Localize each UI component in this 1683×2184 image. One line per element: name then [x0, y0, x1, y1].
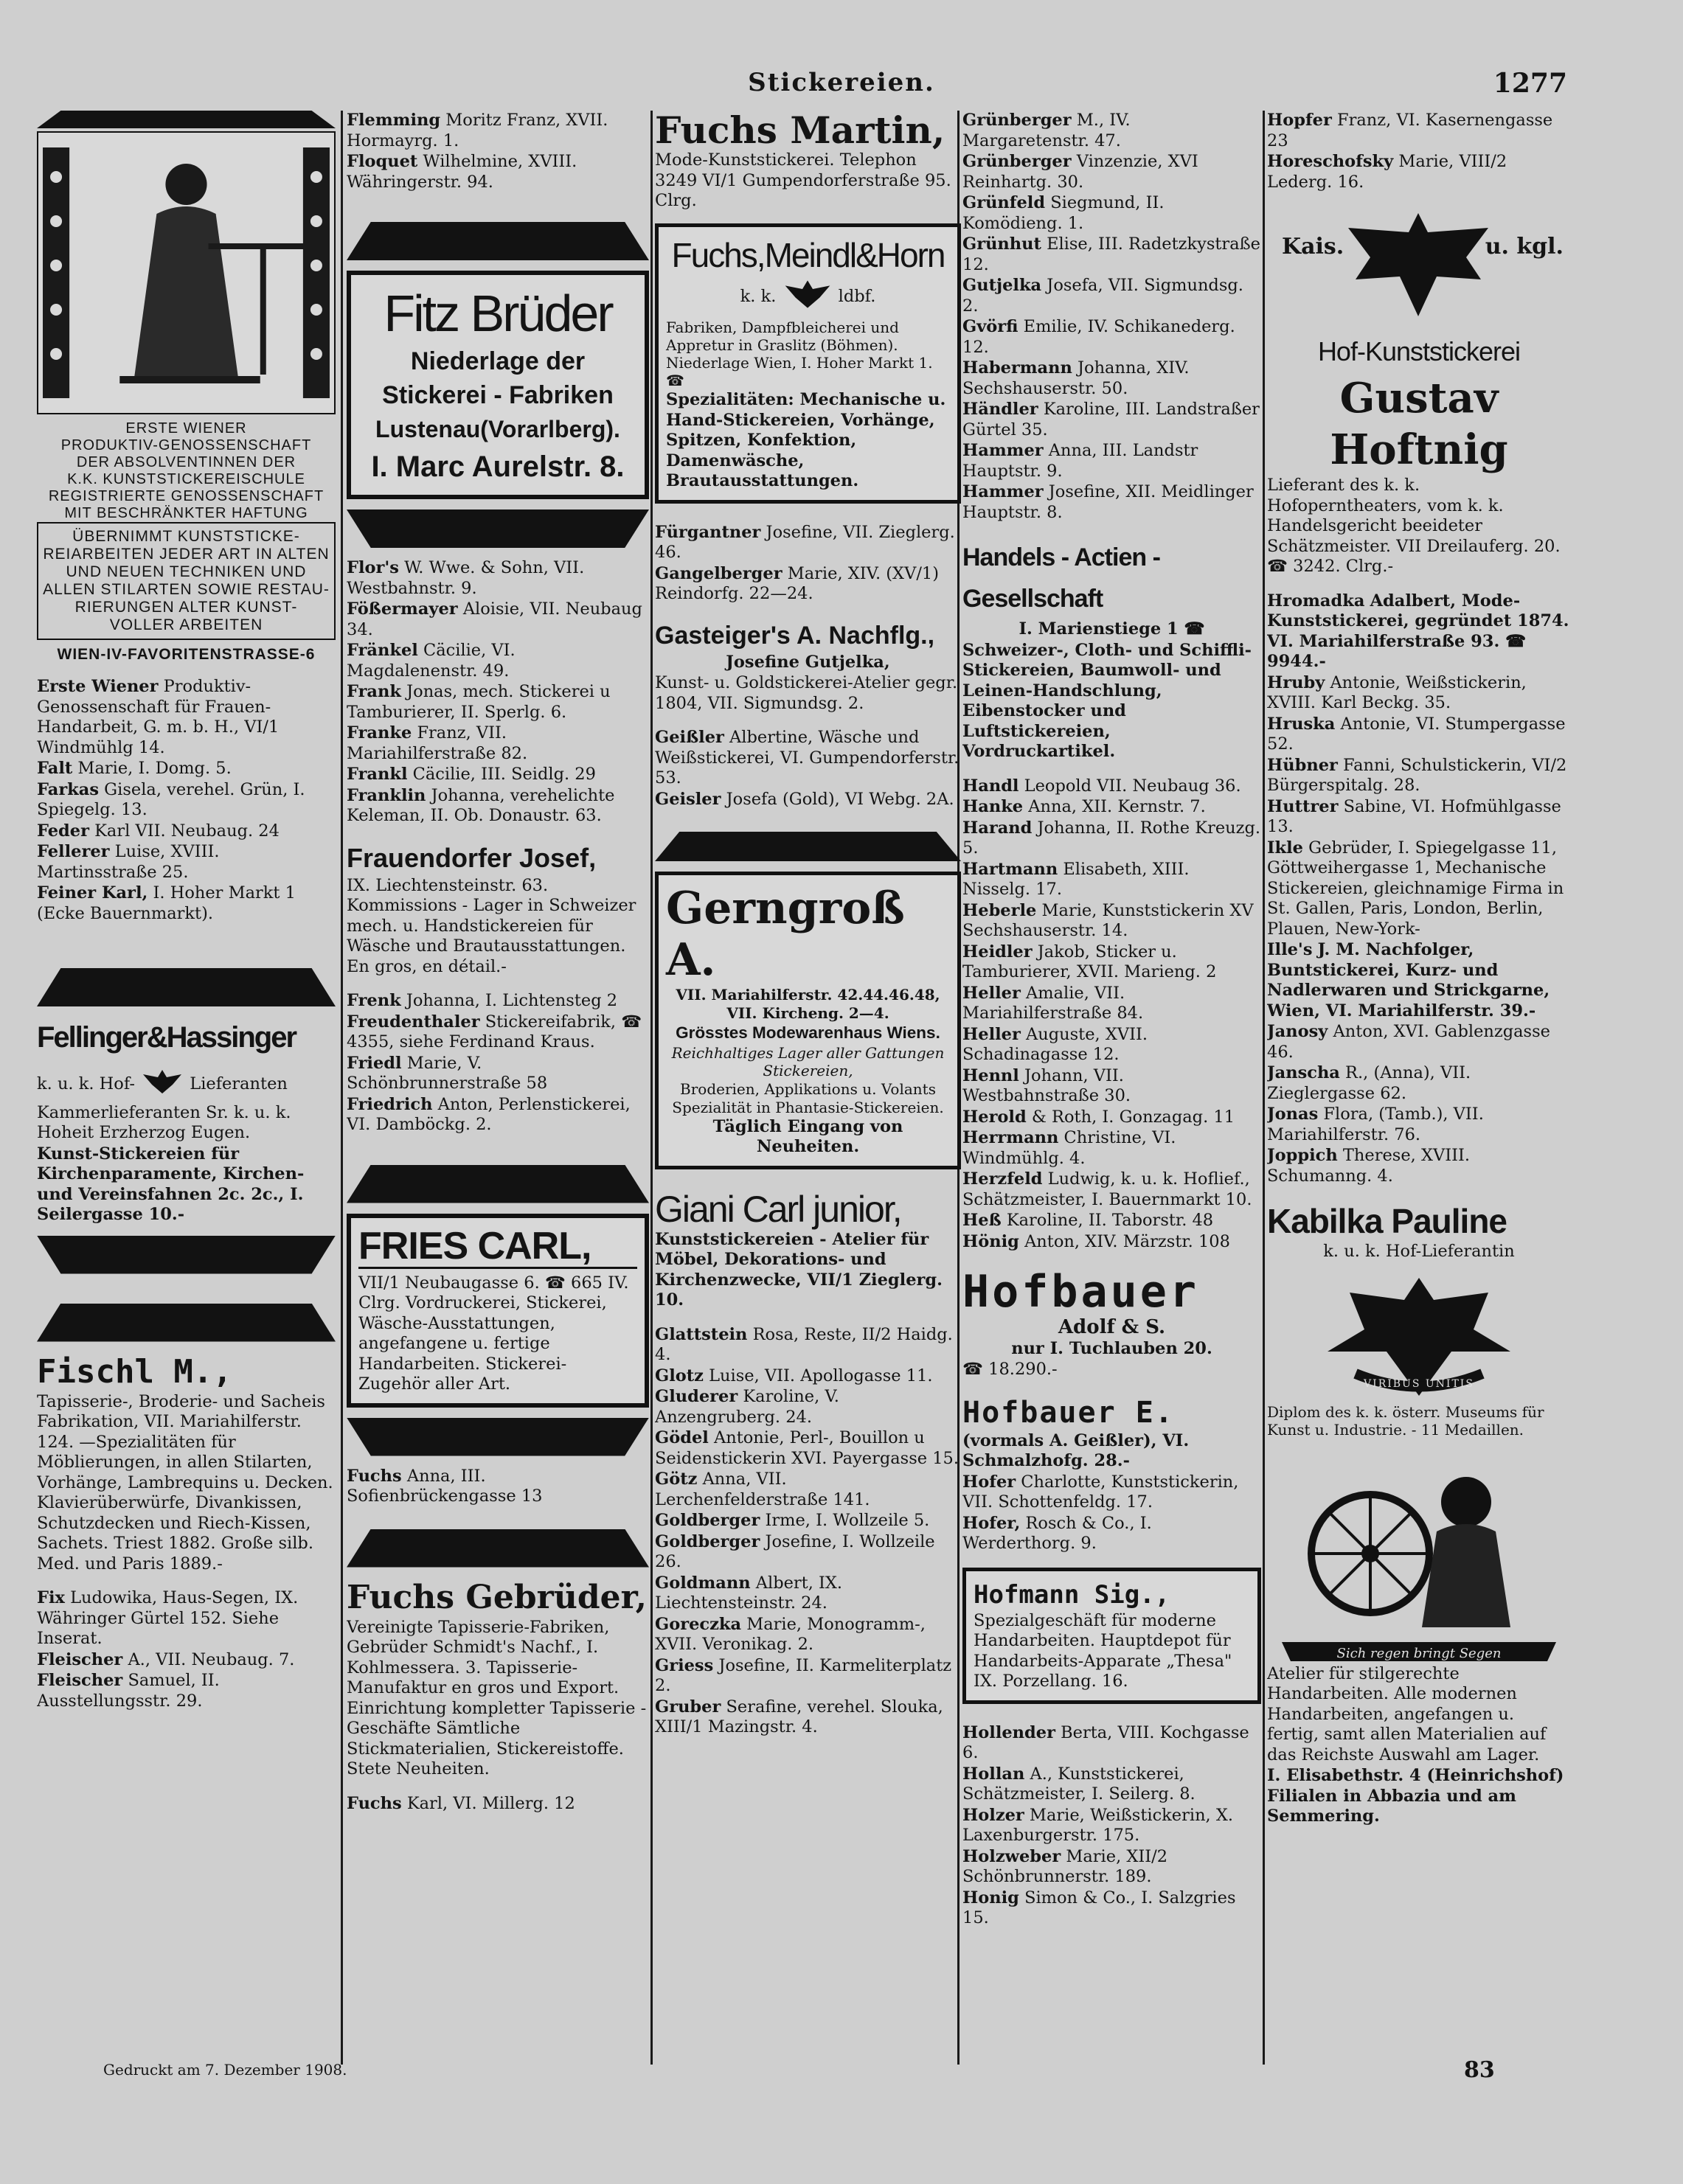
ad-line: I. Marc Aurelstr. 8.	[371, 451, 625, 483]
ad-text: IX. Liechtensteinstr. 63. Kommissions - Lager in Schweizer mech. u. Handstickereien für Wäsche und Brautausstattungen. En gros, en détail.-	[347, 875, 636, 976]
ad-name: Hofbauer	[962, 1266, 1199, 1318]
list-item: Heller Amalie, VII. Mariahilferstraße 84.	[962, 983, 1144, 1023]
column-divider	[341, 111, 343, 2065]
ad-line: Grösstes Modewarenhaus Wiens.	[676, 1023, 940, 1042]
list-item: Huttrer Sabine, VI. Hofmühlgasse 13.	[1267, 796, 1561, 836]
list-item: Habermann Johanna, XIV. Sechshauserstr. 50.	[962, 358, 1190, 398]
ad-gerngross	[655, 872, 961, 1169]
coat-of-arms	[1267, 1263, 1571, 1403]
embroiderer-illustration	[37, 131, 336, 414]
ad-bar	[37, 1236, 336, 1274]
list-item: Geisler Josefa (Gold), VI Webg. 2A.	[655, 789, 954, 809]
ad-text: Tapisserie-, Broderie- und Sacheis Fabrikation, VII. Mariahilferstr. 124. —Spezialitäten für Möblierungen, in allen Stilarten, Vorhänge, Lambrequins u. Decken. Klavierüberwürfe, Divankissen, Schutzdecken und Riech-Kissen, Sachets. Triest 1882. Große silb. Med. und Paris 1889.-	[37, 1391, 333, 1573]
ad-name: Frauendorfer Josef,	[347, 842, 597, 873]
list-item: Friedl Marie, V. Schönbrunnerstraße 58	[347, 1053, 548, 1093]
imperial-crest-icon	[782, 276, 833, 319]
list-item: Hruby Antonie, Weißstickerin, XVIII. Karl Beckg. 35.	[1267, 672, 1527, 712]
list-item: Hammer Josefine, XII. Meidlinger Hauptstr. 8.	[962, 482, 1254, 522]
ad-hofmann	[962, 1568, 1261, 1704]
column-divider	[650, 111, 653, 2065]
list-item: Frank Jonas, mech. Stickerei u Tamburierer, II. Sperlg. 6.	[347, 682, 611, 722]
ad-text: Schweizer-, Cloth- und Schiffli-Stickereien, Baumwoll- und Leinen-Handschlung, Eibenstocker und Luftstickereien, Vordruckartikel.	[962, 640, 1252, 761]
list-item: Hopfer Franz, VI. Kasernengasse 23	[1267, 111, 1553, 150]
list-item: Heller Auguste, XVII. Schadinagasse 12.	[962, 1024, 1148, 1064]
list-item: Gutjelka Josefa, VII. Sigmundsg. 2.	[962, 276, 1243, 316]
list-item: Hammer Anna, III. Landstr Hauptstr. 9.	[962, 441, 1198, 481]
column-3	[655, 111, 961, 2109]
sheet-number: 83	[1464, 2057, 1495, 2083]
ad-line: Kais.	[1282, 234, 1344, 260]
ad-line: Kunst-Stickereien für Kirchenparamente, Kirchen- und Vereinsfahnen 2c. 2c., I. Seilergasse 10.-	[37, 1144, 305, 1224]
list-item: Hollender Berta, VIII. Kochgasse 6.	[962, 1722, 1249, 1762]
ad-name: Fitz Brüder	[384, 285, 612, 342]
ad-text: Atelier für stilgerechte Handarbeiten. Alle modernen Handarbeiten, angefangen u. fertig, samt allen Materialien auf das Reichste Auswahl am Lager.	[1267, 1663, 1547, 1764]
list-item: Flor's W. Wwe. & Sohn, VII. Westbahnstr. 9.	[347, 558, 585, 598]
list-item: Friedrich Anton, Perlenstickerei, VI. Damböckg. 2.	[347, 1094, 631, 1134]
ad-motto: VIRIBUS UNITIS	[1364, 1377, 1474, 1390]
ad-fries-carl	[347, 1214, 649, 1408]
list-item: Janscha R., (Anna), VII. Zieglergasse 62.	[1267, 1063, 1471, 1103]
ad-bar	[347, 510, 649, 548]
list-item: Gluderer Karoline, V. Anzengruberg. 24.	[655, 1387, 839, 1427]
list-item: Feder Karl VII. Neubaug. 24	[37, 821, 280, 841]
ad-sub: Adolf & S.	[1058, 1316, 1166, 1338]
list-item: Holzweber Marie, XII/2 Schönbrunnerstr. 189.	[962, 1846, 1168, 1886]
print-date: Gedruckt am 7. Dezember 1908.	[103, 2061, 347, 2079]
list-item: Fix Ludowika, Haus-Segen, IX. Währinger Gürtel 152. Siehe Inserat.	[37, 1588, 299, 1648]
ad-bar	[347, 1165, 649, 1203]
ad-line: Spezialität in Phantasie-Stickereien.	[672, 1098, 944, 1116]
ad-text: Fabriken, Dampfbleicherei und Appretur in Graslitz (Böhmen). Niederlage Wien, I. Hoher Markt 1. ☎	[666, 319, 933, 389]
ad-name: Hofbauer E.	[962, 1395, 1174, 1430]
ad-address: WIEN-IV-FAVORITENSTRASSE-6	[57, 646, 316, 663]
ad-line: VII. Mariahilferstr. 42.44.46.48,	[676, 986, 940, 1004]
ad-line: Kammerlieferanten Sr. k. u. k. Hoheit Erzherzog Eugen.	[37, 1102, 291, 1142]
ad-line: DER ABSOLVENTINNEN DER	[76, 454, 296, 470]
column-4	[962, 111, 1261, 2109]
list-item: Hromadka Adalbert, Mode-Kunststickerei, gegründet 1874. VI. Mariahilferstraße 93. ☎ 9944.-	[1267, 591, 1569, 671]
ad-address: I. Elisabethstr. 4 (Heinrichshof) Filialen in Abbazia und am Semmering.	[1267, 1766, 1564, 1826]
list-item: Frenk Johanna, I. Lichtensteg 2	[347, 991, 618, 1010]
ad-line: Täglich Eingang von Neuheiten.	[712, 1116, 903, 1156]
ad-text: Kunst- u. Goldstickerei-Atelier gegr. 1804, VII. Sigmundsg. 2.	[655, 673, 958, 713]
ad-name: Fuchs,Meindl&Horn	[671, 235, 945, 274]
list-item: Grünberger M., IV. Margaretenstr. 47.	[962, 111, 1131, 150]
ad-name: Fuchs Gebrüder,	[347, 1578, 647, 1616]
list-item: Herrmann Christine, VI. Windmühlg. 4.	[962, 1128, 1176, 1168]
ad-bar	[655, 832, 961, 861]
list-item: Holzer Marie, Weißstickerin, X. Laxenburgerstr. 175.	[962, 1805, 1234, 1845]
ad-bar	[37, 968, 336, 1006]
ad-text: VII/1 Neubaugasse 6. ☎ 665 IV. Clrg. Vordruckerei, Stickerei, Wäsche-Ausstattungen, angefangene u. fertige Handarbeiten. Stickerei-Zugehör aller Art.	[358, 1267, 637, 1395]
ad-services-box: ÜBERNIMMT KUNSTSTICKE-REIARBEITEN JEDER ART IN ALTEN UND NEUEN TECHNIKEN UND ALLEN STILARTEN SOWIE RESTAU-RIERUNGEN ALTER KUNST-VOLLER ARBEITEN	[37, 522, 336, 640]
list-item: Hofer Charlotte, Kunststickerin, VII. Schottenfeldg. 17.	[962, 1472, 1239, 1512]
ad-fitz-brueder	[347, 271, 649, 499]
list-item: Heidler Jakob, Sticker u. Tamburierer, XVII. Marieng. 2	[962, 942, 1217, 981]
list-item: Herzfeld Ludwig, k. u. k. Hoflief., Schätzmeister, I. Bauernmarkt 10.	[962, 1169, 1252, 1209]
ad-line: Stickerei - Fabriken	[382, 381, 614, 409]
ad-bar	[347, 222, 649, 260]
ad-line: k. k. ldbf.	[666, 276, 950, 319]
list-item: Fleischer A., VII. Neubaug. 7.	[37, 1649, 295, 1669]
list-item: Glattstein Rosa, Reste, II/2 Haidg. 4.	[655, 1324, 953, 1364]
list-item: Flemming Moritz Franz, XVII. Hormayrg. 1.	[347, 111, 608, 150]
list-item: Heß Karoline, II. Taborstr. 48	[962, 1211, 1214, 1230]
list-item: Fößermayer Aloisie, VII. Neubaug 34.	[347, 599, 642, 639]
ad-name: Fellinger&Hassinger	[37, 1021, 296, 1054]
list-item: Janosy Anton, XVI. Gablenzgasse 46.	[1267, 1022, 1550, 1062]
double-eagle-icon	[1341, 206, 1496, 327]
ad-name: Kabilka Pauline	[1267, 1202, 1507, 1240]
ad-name: Gerngroß A.	[666, 883, 905, 986]
ad-text: Spezialgeschäft für moderne Handarbeiten. Hauptdepot für Handarbeits-Apparate „Thesa" IX. Porzellang. 16.	[974, 1610, 1232, 1691]
list-item: Ikle Gebrüder, I. Spiegelgasse 11, Göttweihergasse 1, Mechanische Stickereien, gleichnamige Firma in St. Gallen, Paris, London, Berlin, Plauen, New-York-	[1267, 838, 1564, 939]
list-item: Joppich Therese, XVIII. Schumanng. 4.	[1267, 1146, 1471, 1186]
ad-top-bar	[37, 111, 336, 128]
ad-bar	[347, 1418, 649, 1456]
list-item: Goldberger Irme, I. Wollzeile 5.	[655, 1511, 930, 1530]
ad-line: VII. Kircheng. 2—4.	[726, 1004, 889, 1022]
list-item: Harand Johanna, II. Rothe Kreuzg. 5.	[962, 818, 1261, 858]
page-title: Stickereien.	[748, 68, 935, 97]
ad-bar	[347, 1529, 649, 1568]
column-divider	[1263, 111, 1265, 2065]
ad-text: Mode-Kunststickerei. Telephon 3249 VI/1 Gumpendorferstraße 95. Clrg.	[655, 150, 951, 210]
list-item: Ille's J. M. Nachfolger, Buntstickerei, Kurz- und Nadlerwaren und Strickgarne, Wien, VI. Mariahilferstr. 39.-	[1267, 940, 1550, 1020]
list-item: Freudenthaler Stickereifabrik, ☎ 4355, siehe Ferdinand Kraus.	[347, 1012, 642, 1051]
ad-text: Lieferant des k. k. Hofoperntheaters, vom k. k. Handelsgericht beeideter Schätzmeister. VII Dreilauferg. 20. ☎ 3242. Clrg.-	[1267, 476, 1561, 576]
list-item: Glotz Luise, VII. Apollogasse 11.	[655, 1366, 933, 1385]
ad-line: Hof-Kunststickerei	[1317, 336, 1521, 366]
ad-text: Kunststickereien - Atelier für Möbel, Dekorations- und Kirchenzwecke, VII/1 Zieglerg. 10.	[655, 1229, 943, 1310]
list-item: Heberle Marie, Kunststickerin XV Sechshauserstr. 14.	[962, 900, 1254, 940]
ad-line: u. kgl.	[1485, 234, 1564, 260]
list-item: Feiner Karl, I. Hoher Markt 1 (Ecke Bauernmarkt).	[37, 883, 296, 923]
ad-line: REGISTRIERTE GENOSSENSCHAFT	[48, 488, 325, 504]
imperial-crest-icon	[140, 1067, 184, 1102]
list-item: Gödel Antonie, Perl-, Bouillon u Seidenstickerin XVI. Payergasse 15.	[655, 1428, 960, 1468]
column-5	[1267, 111, 1571, 2109]
ad-line: MIT BESCHRÄNKTER HAFTUNG	[64, 505, 308, 521]
list-item: Hanke Anna, XII. Kernstr. 7.	[962, 797, 1206, 816]
list-item: Hollan A., Kunststickerei, Schätzmeister, I. Seilerg. 8.	[962, 1764, 1196, 1804]
list-item: Grünberger Vinzenzie, XVI Reinhartg. 30.	[962, 152, 1198, 192]
ad-banner: Sich regen bringt Segen	[1336, 1645, 1502, 1661]
list-item: Fuchs Karl, VI. Millerg. 12	[347, 1793, 575, 1813]
list-item: Erste Wiener Produktiv-Genossenschaft für Frauen-Handarbeit, G. m. b. H., VI/1 Windmühlg 14.	[37, 677, 280, 757]
list-item: Fürgantner Josefine, VII. Zieglerg. 46.	[655, 522, 955, 562]
list-item: Handl Leopold VII. Neubaug 36.	[962, 776, 1241, 796]
ad-text: (vormals A. Geißler), VI. Schmalzhofg. 28.-	[962, 1430, 1190, 1470]
list-item: Fellerer Luise, XVIII. Martinsstraße 25.	[37, 842, 220, 882]
list-item: Honig Simon & Co., I. Salzgries 15.	[962, 1888, 1236, 1927]
list-item: Händler Karoline, III. Landstraßer Gürtel 35.	[962, 400, 1260, 439]
ad-line: nur I. Tuchlauben 20.	[1011, 1338, 1212, 1358]
list-item: Geißler Albertine, Wäsche und Weißstickerei, VI. Gumpendorferstr. 53.	[655, 728, 960, 787]
ad-text: Vereinigte Tapisserie-Fabriken, Gebrüder Schmidt's Nachf., I. Kohlmessera. 3. Tapisserie-Manufaktur en gros und Export. Einrichtung kompletter Tapisserie - Geschäfte Sämtliche Stickmaterialien, Stickereistoffe. Stete Neuheiten.	[347, 1617, 647, 1778]
list-item: Hruska Antonie, VI. Stumpergasse 52.	[1267, 714, 1566, 754]
list-item: Frankl Cäcilie, III. Seidlg. 29	[347, 765, 596, 784]
ad-line: Lustenau(Vorarlberg).	[375, 416, 620, 442]
list-item: Goldmann Albert, IX. Liechtensteinstr. 24.	[655, 1573, 843, 1613]
ad-line: K.K. KUNSTSTICKEREISCHULE	[67, 471, 305, 487]
ad-line: Broderien, Applikations u. Volants	[680, 1079, 936, 1098]
list-item: Floquet Wilhelmine, XVIII. Währingerstr. 94.	[347, 152, 577, 192]
list-item: Goldberger Josefine, I. Wollzeile 26.	[655, 1531, 935, 1571]
ad-bar	[37, 1304, 336, 1342]
ad-line: ☎ 18.290.-	[962, 1360, 1058, 1379]
ad-name: Fuchs Martin,	[655, 111, 945, 152]
list-item: Hennl Johann, VII. Westbahnstraße 30.	[962, 1065, 1131, 1105]
list-item: Farkas Gisela, verehel. Grün, I. Spiegelg. 13.	[37, 779, 305, 819]
list-item: Hartmann Elisabeth, XIII. Nisselg. 17.	[962, 859, 1190, 899]
ad-name: Giani Carl junior,	[655, 1188, 901, 1230]
list-item: Franklin Johanna, verehelichte Keleman, II. Ob. Donaustr. 63.	[347, 785, 615, 825]
ad-name: FRIES CARL,	[358, 1224, 591, 1267]
page-number: 1277	[1493, 68, 1567, 99]
ad-fuchs-meindl-horn	[655, 223, 961, 504]
list-item: Falt Marie, I. Domg. 5.	[37, 759, 232, 778]
ad-line: I. Marienstiege 1 ☎	[1019, 619, 1205, 639]
ad-line: Niederlage der	[410, 347, 586, 375]
list-item: Hofer, Rosch & Co., I. Werderthorg. 9.	[962, 1513, 1152, 1553]
list-item: Götz Anna, VII. Lerchenfelderstraße 141.	[655, 1470, 870, 1509]
list-item: Gruber Serafine, verehel. Slouka, XIII/1 Mazingstr. 4.	[655, 1697, 943, 1736]
list-item: Griess Josefine, II. Karmeliterplatz 2.	[655, 1655, 952, 1695]
list-item: Grünfeld Siegmund, II. Komödieng. 1.	[962, 193, 1165, 233]
list-item: Fränkel Cäcilie, VI. Magdalenenstr. 49.	[347, 641, 516, 681]
ad-line: PRODUKTIV-GENOSSENSCHAFT	[60, 437, 312, 453]
list-item: Gangelberger Marie, XIV. (XV/1) Reindorfg. 22—24.	[655, 563, 939, 603]
ad-name: Fischl M.,	[37, 1352, 232, 1391]
list-item: Hübner Fanni, Schulstickerin, VI/2 Bürgerspitalg. 28.	[1267, 755, 1567, 795]
spinning-wheel-illustration	[1267, 1443, 1571, 1664]
list-item: Gvörfi Emilie, IV. Schikanederg. 12.	[962, 317, 1235, 357]
list-item: Jonas Flora, (Tamb.), VII. Mariahilferstr. 76.	[1267, 1105, 1484, 1144]
list-item: Horeschofsky Marie, VIII/2 Lederg. 16.	[1267, 152, 1507, 192]
ad-line: Reichhaltiges Lager aller Gattungen Stickereien,	[671, 1043, 945, 1079]
list-item: Grünhut Elise, III. Radetzkystraße 12.	[962, 234, 1260, 274]
ad-name: Gustav Hoftnig	[1330, 374, 1508, 474]
ad-name: Hofmann Sig.,	[974, 1579, 1170, 1610]
spinning-wheel-icon	[1267, 1443, 1571, 1664]
ad-sub: k. u. k. Hof-Lieferantin	[1323, 1242, 1515, 1261]
list-item: Fuchs Anna, III. Sofienbrückengasse 13	[347, 1466, 543, 1506]
list-item: Hönig Anton, XIV. Märzstr. 108	[962, 1231, 1230, 1251]
ad-name: Handels - Actien - Gesellschaft	[962, 543, 1160, 613]
list-item: Herold & Roth, I. Gonzagag. 11	[962, 1107, 1235, 1127]
list-item: Goreczka Marie, Monogramm-, XVII. Veronikag. 2.	[655, 1614, 926, 1654]
ad-hoftnig-crest	[1267, 206, 1571, 331]
ad-text: Spezialitäten: Mechanische u. Hand-Stickereien, Vorhänge, Spitzen, Konfektion, Damenwäsche, Brautausstattungen.	[666, 390, 946, 490]
ad-line: ERSTE WIENER	[125, 420, 247, 437]
list-item: Franke Franz, VII. Mariahilferstraße 82.	[347, 723, 528, 763]
list-item: Fleischer Samuel, II. Ausstellungsstr. 29.	[37, 1671, 220, 1711]
column-1	[37, 111, 336, 2109]
ad-name: Gasteiger's A. Nachflg.,	[655, 621, 935, 650]
ad-line: k. u. k. Hof- Lieferanten	[37, 1067, 336, 1102]
ad-sub: Josefine Gutjelka,	[726, 652, 890, 672]
page-header	[0, 68, 1683, 112]
ad-line: Diplom des k. k. österr. Museums für Kunst u. Industrie. - 11 Medaillen.	[1267, 1402, 1544, 1439]
column-2	[347, 111, 649, 2109]
